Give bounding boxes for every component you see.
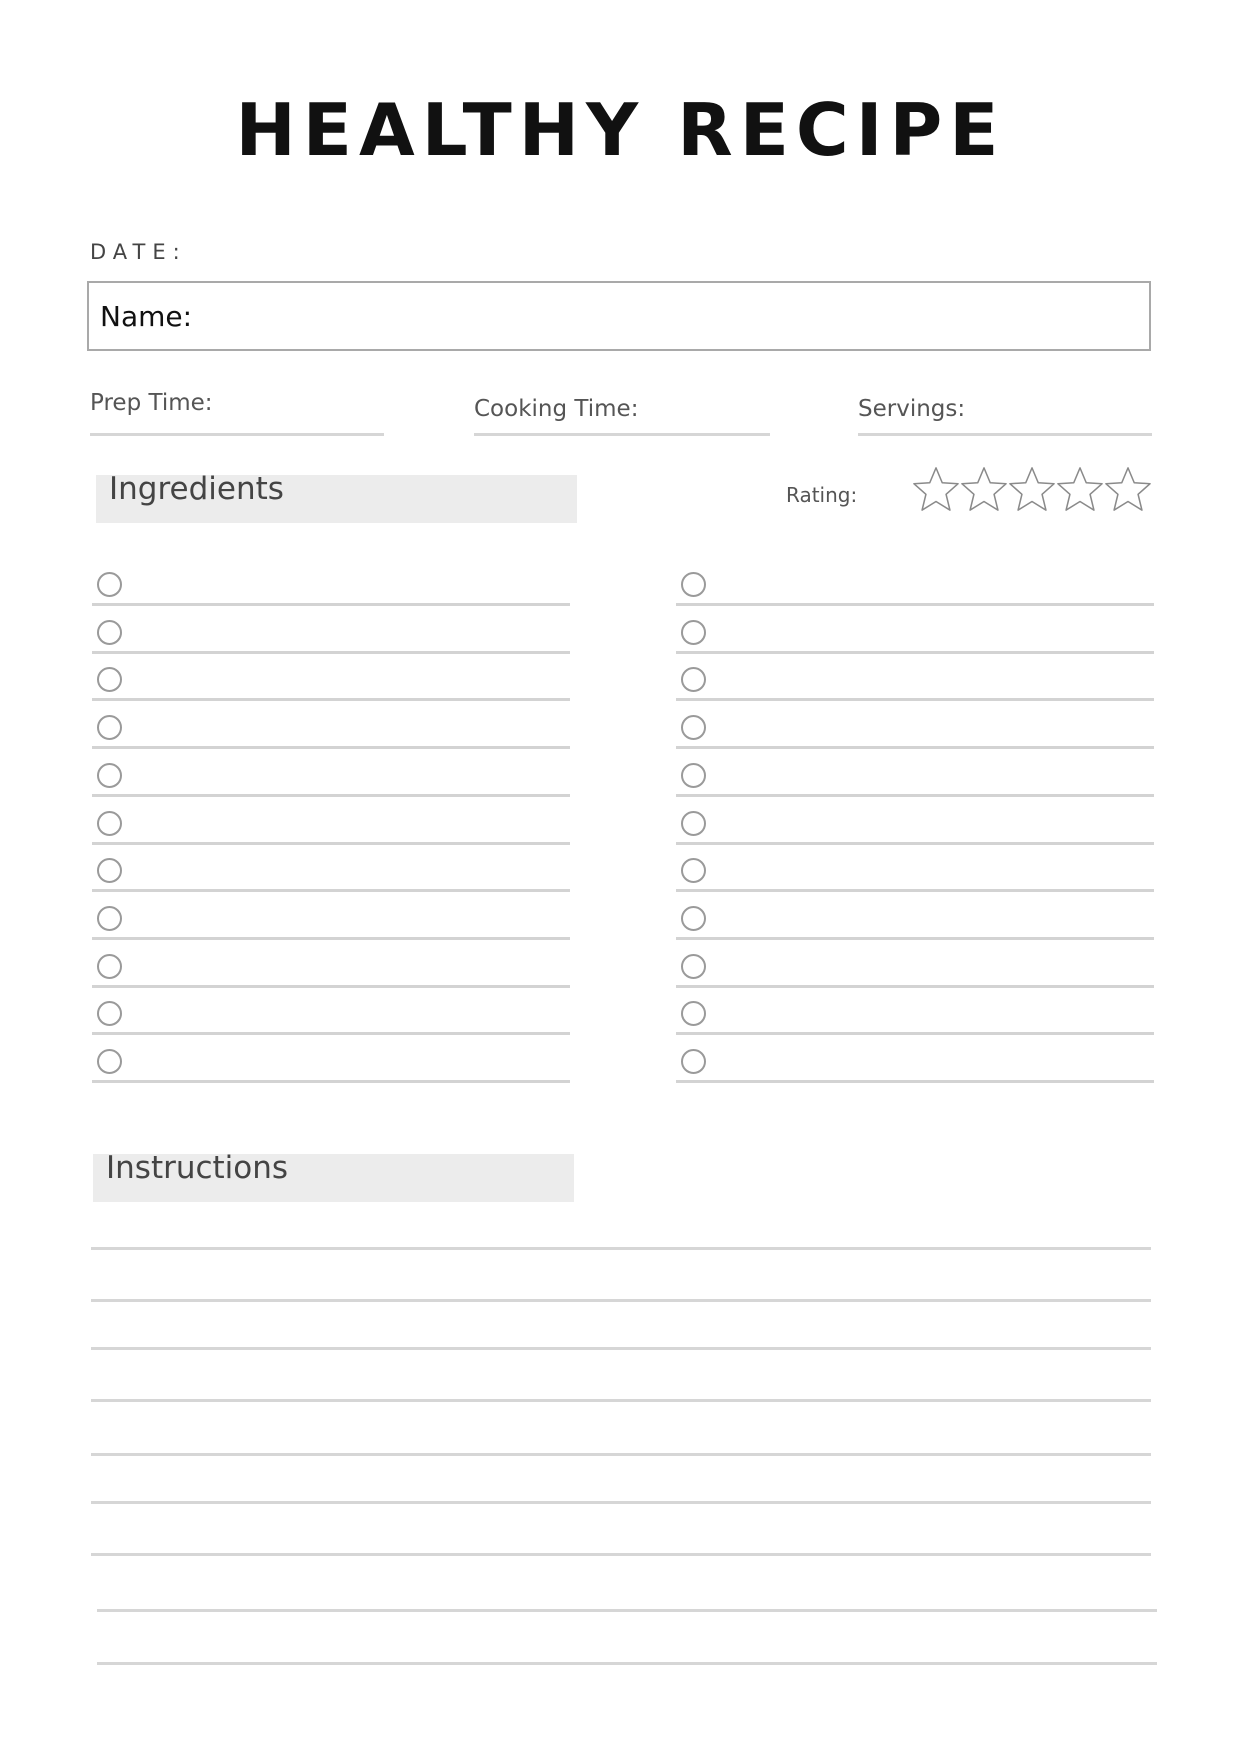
checkbox-circle-icon[interactable] [681, 858, 706, 883]
star-outline-icon[interactable] [1104, 465, 1152, 513]
ingredient-line [92, 889, 570, 892]
ingredient-row[interactable] [676, 852, 1154, 892]
checkbox-circle-icon[interactable] [97, 1049, 122, 1074]
ingredient-row[interactable] [92, 566, 570, 606]
checkbox-circle-icon[interactable] [97, 620, 122, 645]
ingredient-line [676, 794, 1154, 797]
checkbox-circle-icon[interactable] [681, 1001, 706, 1026]
ingredients-header [96, 471, 577, 523]
instruction-line[interactable] [91, 1299, 1151, 1302]
instruction-line[interactable] [91, 1399, 1151, 1402]
checkbox-circle-icon[interactable] [97, 906, 122, 931]
instructions-heading: Instructions [106, 1150, 289, 1186]
ingredient-line [676, 746, 1154, 749]
ingredient-row[interactable] [92, 709, 570, 749]
servings-field[interactable] [858, 433, 1152, 436]
date-label: DATE: [90, 240, 187, 264]
ingredient-row[interactable] [676, 1043, 1154, 1083]
star-outline-icon[interactable] [1008, 465, 1056, 513]
checkbox-circle-icon[interactable] [97, 1001, 122, 1026]
ingredient-line [676, 651, 1154, 654]
ingredient-row[interactable] [676, 566, 1154, 606]
prep-time-field[interactable] [90, 433, 384, 436]
ingredient-row[interactable] [92, 614, 570, 654]
ingredient-row[interactable] [92, 900, 570, 940]
checkbox-circle-icon[interactable] [681, 667, 706, 692]
rating-stars[interactable] [912, 465, 1152, 513]
ingredient-row[interactable] [676, 757, 1154, 797]
ingredient-line [676, 603, 1154, 606]
ingredient-line [676, 842, 1154, 845]
checkbox-circle-icon[interactable] [97, 667, 122, 692]
checkbox-circle-icon[interactable] [97, 954, 122, 979]
star-outline-icon[interactable] [1056, 465, 1104, 513]
ingredient-row[interactable] [676, 948, 1154, 988]
ingredient-line [92, 985, 570, 988]
ingredient-line [92, 1080, 570, 1083]
ingredient-row[interactable] [676, 900, 1154, 940]
name-field[interactable] [87, 281, 1151, 351]
cooking-time-field[interactable] [474, 433, 770, 436]
checkbox-circle-icon[interactable] [97, 572, 122, 597]
ingredient-row[interactable] [676, 995, 1154, 1035]
ingredient-line [92, 937, 570, 940]
checkbox-circle-icon[interactable] [681, 906, 706, 931]
ingredient-line [92, 698, 570, 701]
star-outline-icon[interactable] [912, 465, 960, 513]
ingredient-row[interactable] [676, 661, 1154, 701]
ingredient-line [676, 698, 1154, 701]
ingredient-row[interactable] [676, 805, 1154, 845]
checkbox-circle-icon[interactable] [681, 572, 706, 597]
ingredient-row[interactable] [92, 948, 570, 988]
ingredient-row[interactable] [92, 661, 570, 701]
page-title: HEALTHY RECIPE [235, 88, 1006, 172]
checkbox-circle-icon[interactable] [681, 763, 706, 788]
ingredient-line [92, 1032, 570, 1035]
ingredients-heading: Ingredients [109, 471, 284, 507]
ingredient-row[interactable] [92, 852, 570, 892]
ingredient-row[interactable] [92, 805, 570, 845]
checkbox-circle-icon[interactable] [681, 954, 706, 979]
star-outline-icon[interactable] [960, 465, 1008, 513]
instruction-line[interactable] [91, 1501, 1151, 1504]
ingredient-line [92, 603, 570, 606]
ingredient-line [92, 746, 570, 749]
checkbox-circle-icon[interactable] [97, 858, 122, 883]
ingredient-line [676, 1032, 1154, 1035]
ingredient-line [676, 985, 1154, 988]
instruction-line[interactable] [91, 1247, 1151, 1250]
ingredient-row[interactable] [92, 1043, 570, 1083]
ingredient-line [676, 937, 1154, 940]
ingredient-row[interactable] [92, 757, 570, 797]
ingredient-row[interactable] [92, 995, 570, 1035]
instruction-line[interactable] [91, 1553, 1151, 1556]
instruction-line[interactable] [97, 1609, 1157, 1612]
checkbox-circle-icon[interactable] [681, 620, 706, 645]
instructions-header [93, 1150, 574, 1202]
ingredient-row[interactable] [676, 709, 1154, 749]
ingredient-line [92, 794, 570, 797]
cooking-time-label: Cooking Time: [474, 396, 639, 422]
servings-label: Servings: [858, 396, 966, 422]
checkbox-circle-icon[interactable] [681, 811, 706, 836]
ingredient-line [676, 889, 1154, 892]
ingredient-line [92, 842, 570, 845]
ingredient-row[interactable] [676, 614, 1154, 654]
checkbox-circle-icon[interactable] [97, 715, 122, 740]
checkbox-circle-icon[interactable] [97, 763, 122, 788]
ingredient-line [92, 651, 570, 654]
instruction-line[interactable] [91, 1453, 1151, 1456]
name-label: Name: [100, 300, 193, 333]
ingredient-line [676, 1080, 1154, 1083]
checkbox-circle-icon[interactable] [681, 1049, 706, 1074]
checkbox-circle-icon[interactable] [97, 811, 122, 836]
instruction-line[interactable] [91, 1347, 1151, 1350]
prep-time-label: Prep Time: [90, 390, 213, 416]
instruction-line[interactable] [97, 1662, 1157, 1665]
checkbox-circle-icon[interactable] [681, 715, 706, 740]
rating-label: Rating: [786, 483, 858, 507]
